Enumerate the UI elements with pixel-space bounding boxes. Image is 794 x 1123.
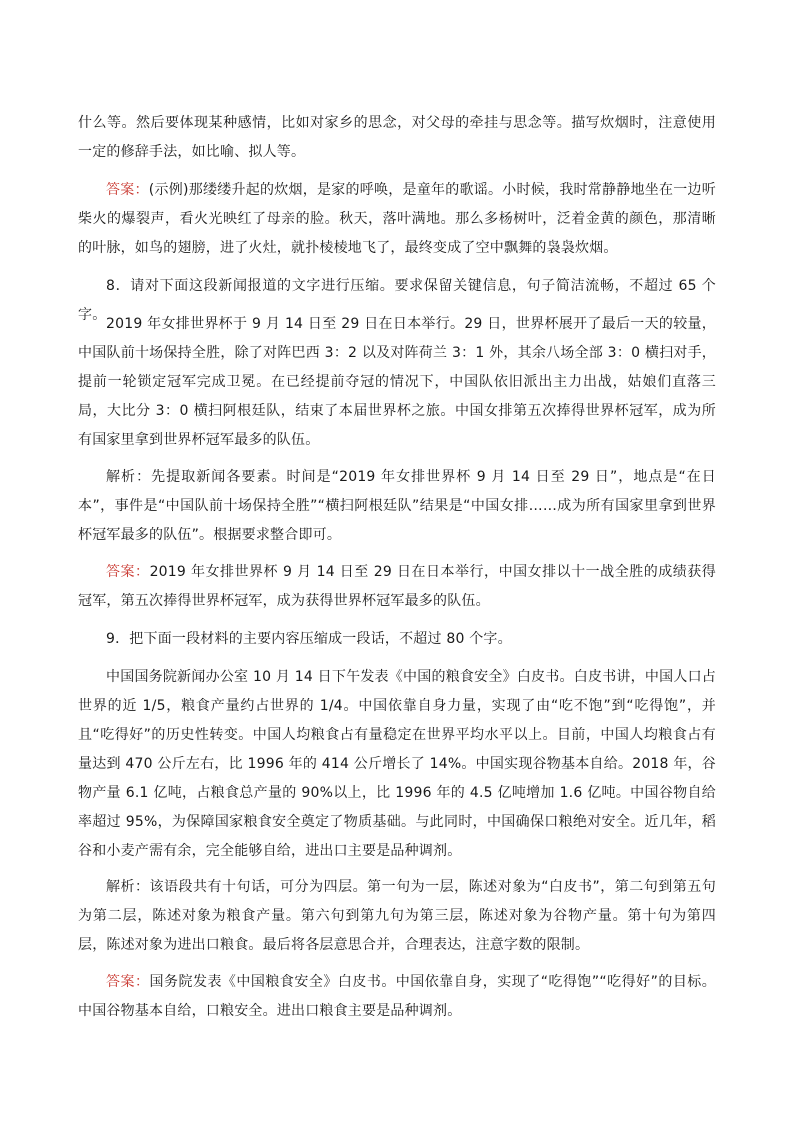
passage-text: 中国国务院新闻办公室 10 月 14 日下午发表《中国的粮食安全》白皮书。白皮书讲，中国人口占世界的近 1/5，粮食产量约占世界的 1/4。中国依靠自身力量，实现了由“吃不饱”到“吃得饱”，并且“吃得好”的历史性转变。中国人均粮食占有量稳定在世界平均水平以上。目前，中国人均粮食占有量达到 470 公斤左右，比 1996 年的 414 公斤增长了 14%。中国实现谷物基本自给。2018 年，谷物产量 6.1 亿吨，占粮食总产量的 90%以上，比 1996 年的 4.5 亿吨增加 1.6 亿吨。中国谷物自给率超过 95%，为保障国家粮食安全奠定了物质基础。与此同时，中国确保口粮绝对安全。近几年，稻谷和小麦产需有余，完全能够自给，进出口主要是品种调剂。 [78,669,716,859]
material-passage-paragraph [78,663,716,866]
answer-text: (示例)那缕缕升起的炊烟，是家的呼唤，是童年的歌谣。小时候，我时常静静地坐在一边听柴火的爆裂声，看火光映红了母亲的脸。秋天，落叶满地。那么多杨树叶，泛着金黄的颜色，那清晰的叶脉，如鸟的翅膀，进了火灶，就扑棱棱地飞了，最终变成了空中飘舞的袅袅炊烟。 [78,182,716,256]
analysis-paragraph-9 [78,873,716,960]
question-text: 8．请对下面这段新闻报道的文字进行压缩。要求保留关键信息，句子简洁流畅，不超过 65 个字。 [78,278,716,323]
analysis-text: 解析：先提取新闻各要素。时间是“2019 年女排世界杯 9 月 14 日至 29 日”，地点是“在日本”，事件是“中国队前十场保持全胜”“横扫阿根廷队”结果是“中国女排……成为所有国家里拿到世界杯冠军最多的队伍”。根据要求整合即可。 [78,469,716,543]
answer-paragraph-7 [78,176,716,263]
answer-label: 答案： [106,564,150,580]
answer-paragraph-8 [78,558,716,616]
answer-text: 国务院发表《中国粮食安全》白皮书。中国依靠自身，实现了“吃得饱”“吃得好”的目标。中国谷物基本自给，口粮安全。进出口粮食主要是品种调剂。 [78,974,716,1019]
paragraph-text: 什么等。然后要体现某种感情，比如对家乡的思念，对父母的牵挂与思念等。描写炊烟时，注意使用一定的修辞手法，如比喻、拟人等。 [78,115,716,160]
news-passage-paragraph [78,310,716,455]
question-text: 9．把下面一段材料的主要内容压缩成一段话，不超过 80 个字。 [106,631,512,647]
answer-label: 答案： [106,182,149,198]
answer-paragraph-9 [78,968,716,1026]
question-9 [78,625,716,654]
paragraph-continuation [78,109,716,167]
analysis-text: 解析：该语段共有十句话，可分为四层。第一句为一层，陈述对象为“白皮书”，第二句到第五句为第二层，陈述对象为粮食产量。第六句到第九句为第三层，陈述对象为谷物产量。第十句为第四层，陈述对象为进出口粮食。最后将各层意思合并，合理表达，注意字数的限制。 [78,879,716,953]
answer-label: 答案： [106,974,150,990]
passage-text: 2019 年女排世界杯于 9 月 14 日至 29 日在日本举行。29 日，世界杯展开了最后一天的较量，中国队前十场保持全胜，除了对阵巴西 3：2 以及对阵荷兰 3：1 外，其余八场全部 3：0 横扫对手，提前一轮锁定冠军完成卫冕。在已经提前夺冠的情况下，中国队依旧派出主力出战，姑娘们直落三局，大比分 3：0 横扫阿根廷队，结束了本届世界杯之旅。中国女排第五次捧得世界杯冠军，成为所有国家里拿到世界杯冠军最多的队伍。 [78,316,716,448]
answer-text: 2019 年女排世界杯 9 月 14 日至 29 日在日本举行，中国女排以十一战全胜的成绩获得冠军，第五次捧得世界杯冠军，成为获得世界杯冠军最多的队伍。 [78,564,716,609]
analysis-paragraph-8 [78,463,716,550]
